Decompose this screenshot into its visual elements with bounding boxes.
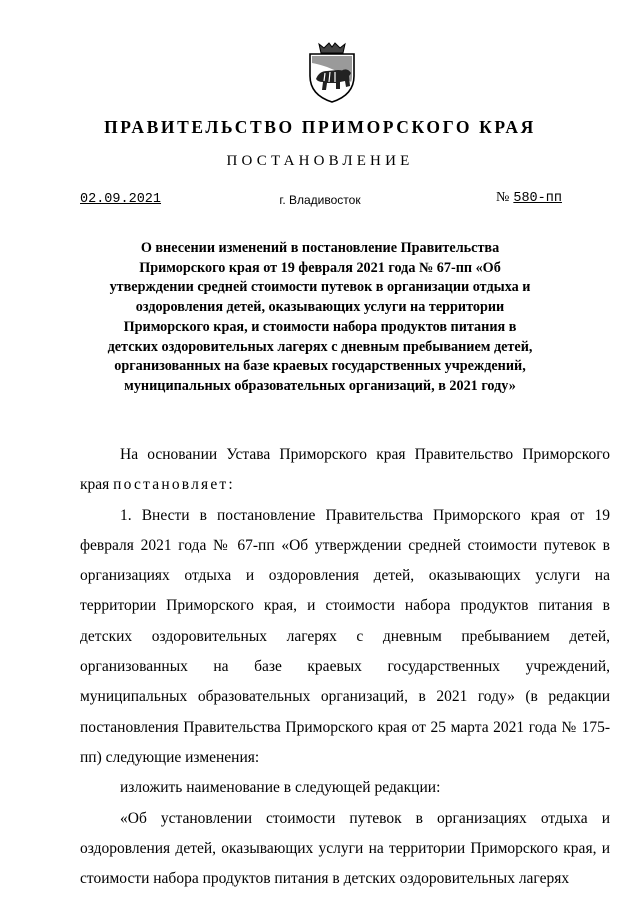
document-city: г. Владивосток <box>279 193 361 207</box>
basis-text: На основании Устава Приморского края Правительство Приморского края <box>80 446 610 494</box>
document-number <box>496 190 577 206</box>
paragraph-new-title: «Об установлении стоимости путевок в организациях отдыха и оздоровления детей, оказывающих услуги на территории Приморского края, и стоимости набора продуктов питания в детских оздоровительных лагерях <box>80 809 610 888</box>
document-date: 02.09.2021 <box>80 192 162 207</box>
number-sign: № <box>496 190 510 205</box>
paragraph-instruction: изложить наименование в следующей редакции: <box>120 779 441 797</box>
paragraph-item-1: 1. Внести в постановление Правительства Приморского края от 19 февраля 2021 года № 67-пп «Об утверждении средней стоимости путевок в организациях отдыха и оздоровления детей, оказывающих услуги на территории Приморского края, и стоимости набора продуктов питания в детских оздоровительных лагерях с дневным пребыванием детей, организованных на базе краевых государственных учреждений, муниципальных образовательных организаций, в 2021 году» (в редакции постановления Правительства Приморского края от 25 марта 2021 года № 175-пп) следующие изменения: <box>80 506 610 766</box>
resolves-word: постановляет: <box>113 476 235 494</box>
document-body <box>80 440 610 894</box>
document-title: О внесении изменений в постановление Правительства Приморского края от 19 февраля 2021 года № 67-пп «Об утверждении средней стоимости путевок в организации отдыха и оздоровления детей, оказывающих услуги на территории Приморского края, и стоимости набора продуктов питания в детских оздоровительных лагерях с дневным пребыванием детей, организованных на базе краевых государственных учреждений, муниципальных образовательных организаций, в 2021 году» <box>107 240 533 394</box>
coat-of-arms-emblem <box>305 40 359 104</box>
government-name: ПРАВИТЕЛЬСТВО ПРИМОРСКОГО КРАЯ <box>104 117 536 137</box>
document-type: ПОСТАНОВЛЕНИЕ <box>226 153 414 169</box>
number-value: 580-пп <box>513 191 562 206</box>
paragraph-basis <box>80 440 610 501</box>
